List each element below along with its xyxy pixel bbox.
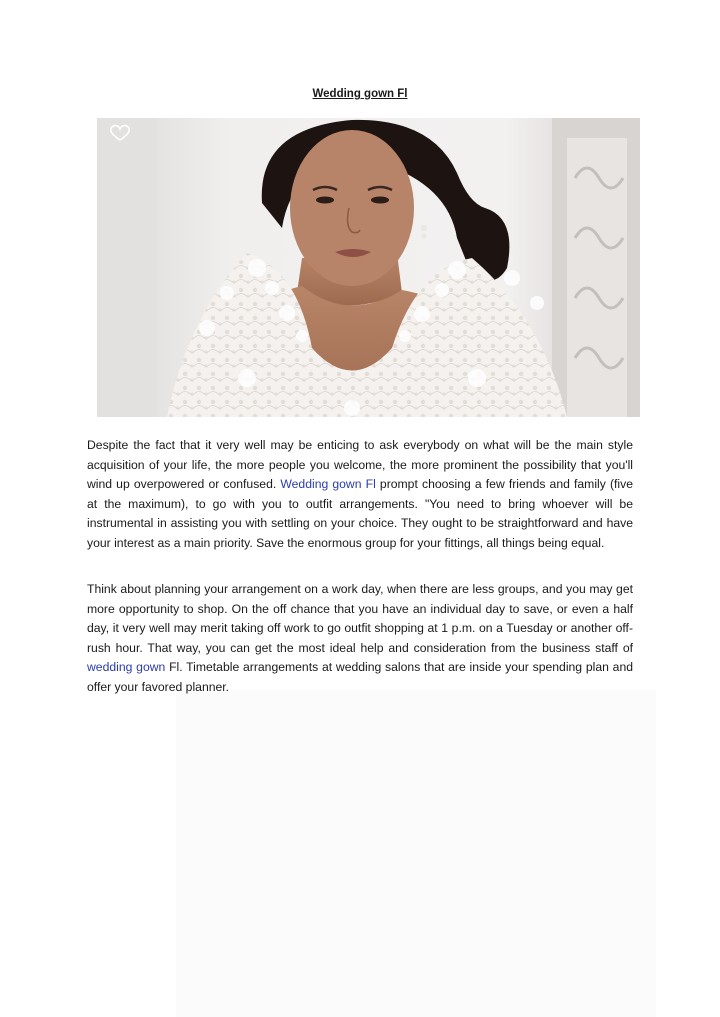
paragraph-1-text-start: Despite the fact that it very well may be enticing to ask everybody on what will be the main style acquisition of your life, the more people you welcome, the more prominent the possibility that you'll wind up overpowered or confused. bbox=[87, 438, 633, 492]
paragraph-2-text-end: Fl. Timetable arrangements at wedding salons that are inside your spending plan and offer your favored planner. bbox=[87, 660, 634, 694]
document-title: Wedding gown Fl bbox=[312, 88, 408, 100]
heart-icon[interactable] bbox=[107, 124, 133, 142]
wedding-gown-link[interactable]: wedding gown bbox=[87, 660, 166, 675]
paragraph-1 bbox=[87, 436, 633, 554]
paragraph-2-text-start: Think about planning your arrangement on a work day, when there are less groups, and you may get more opportunity to shop. On the off chance that you have an individual day to save, or even a half day, it very well may merit taking off work to go outfit shopping at 1 p.m. on a Tuesday or another off-rush hour. That way, you can get the most ideal help and consideration from the business staff of bbox=[87, 582, 633, 655]
paragraph-1-text-end: prompt choosing a few friends and family (five at the maximum), to go with you to outfit arrangements. "You need to bring whoever will be instrumental in assisting you with settling on your choice. They ought to be straightforward and have your interest as a main priority. Save the enormous group for your fittings, all things being equal. bbox=[87, 477, 633, 550]
bride-photo-illustration bbox=[97, 118, 640, 417]
wedding-gown-fl-link[interactable]: Wedding gown Fl bbox=[280, 477, 376, 492]
page-background bbox=[176, 690, 656, 1017]
bride-photo bbox=[97, 118, 640, 417]
paragraph-2 bbox=[87, 580, 633, 698]
